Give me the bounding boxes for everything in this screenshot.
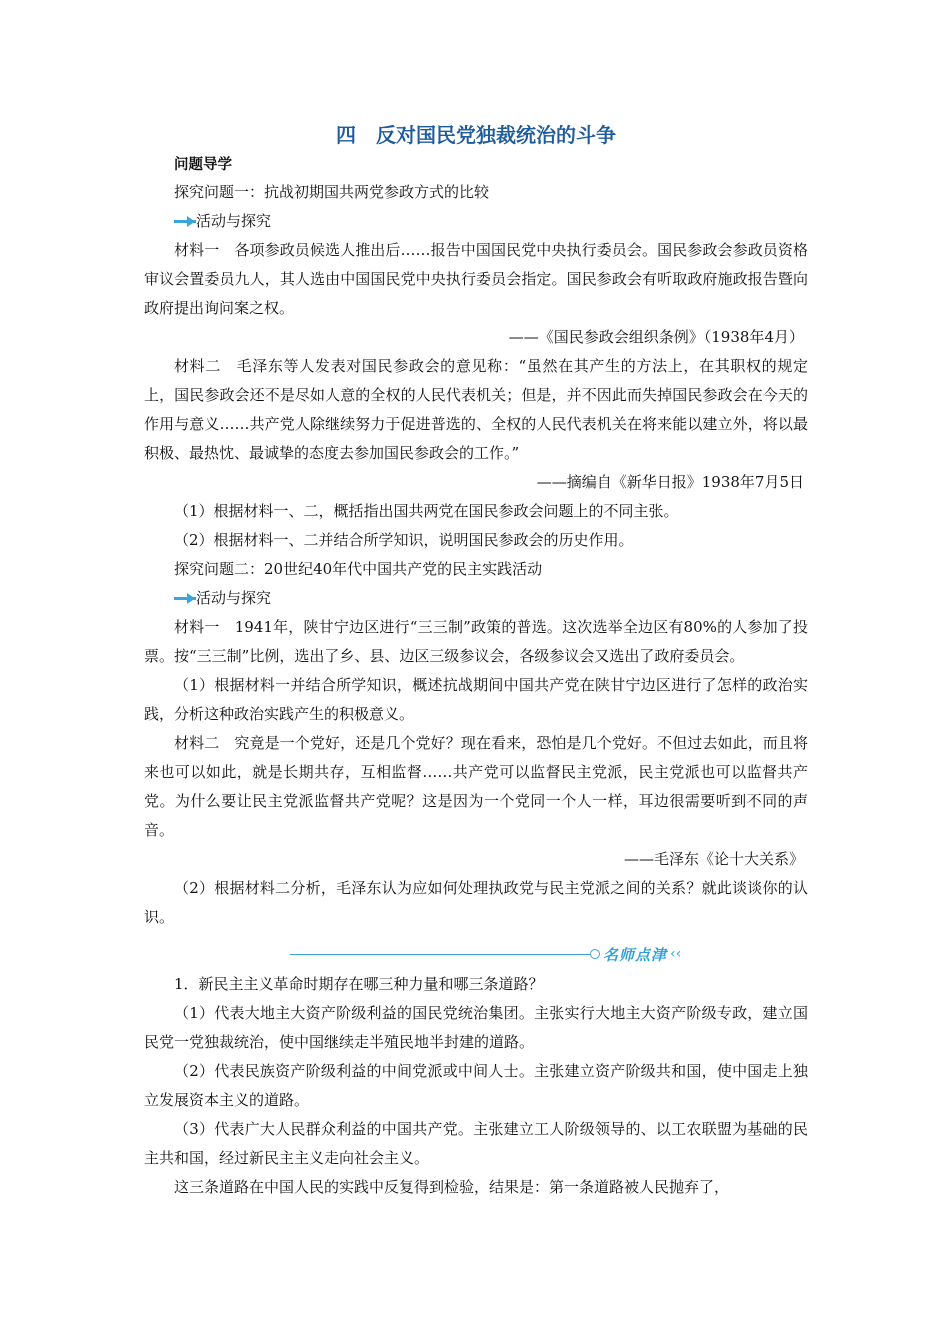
q2-material-2: 材料二 究竟是一个党好，还是几个党好？现在看来，恐怕是几个党好。不但过去如此，而且将来也可以如此，就是长期共存，互相监督……共产党可以监督民主党派，民主党派也可以监督共产党。为什么要让民主党派监督共产党呢？这是因为一个党同一个人一样，耳边很需要听到不同的声音。 bbox=[144, 734, 808, 839]
q1-question-1: （1）根据材料一、二，概括指出国共两党在国民参政会问题上的不同主张。 bbox=[174, 502, 679, 520]
document-page bbox=[144, 118, 808, 1202]
q1-activity-label bbox=[144, 207, 808, 236]
note-point-1: 1．新民主主义革命时期存在哪三种力量和哪三条道路？ bbox=[174, 975, 544, 993]
page-title: 四 反对国民党独裁统治的斗争 bbox=[336, 123, 616, 147]
q2-question-1: （1）根据材料一并结合所学知识，概述抗战期间中国共产党在陕甘宁边区进行了怎样的政治实践，分析这种政治实践产生的积极意义。 bbox=[144, 676, 808, 723]
q1-question-2: （2）根据材料一、二并结合所学知识，说明国民参政会的历史作用。 bbox=[174, 531, 634, 549]
q1-material-1: 材料一 各项参政员候选人推出后……报告中国国民党中央执行委员会。国民参政会参政员资格审议会置委员九人，其人选由中国国民党中央执行委员会指定。国民参政会有听取政府施政报告暨向政府提出询问案之权。 bbox=[144, 241, 808, 317]
note-item-1: （1）代表大地主大资产阶级利益的国民党统治集团。主张实行大地主大资产阶级专政，建立国民党一党独裁统治，使中国继续走半殖民地半封建的道路。 bbox=[144, 1004, 808, 1051]
q1-material-1-source: ——《国民参政会组织条例》（1938年4月） bbox=[508, 328, 804, 346]
q1-material-2: 材料二 毛泽东等人发表对国民参政会的意见称：“虽然在其产生的方法上，在其职权的规定上，国民参政会还不是尽如人意的全权的人民代表机关；但是，并不因此而失掉国民参政会在今天的作用与意义……共产党人除继续努力于促进普选的、全权的人民代表机关在将来能以建立外，将以最积极、最热忱、最诚挚的态度去参加国民参政会的工作。” bbox=[144, 357, 808, 462]
q1-heading: 探究问题一：抗战初期国共两党参政方式的比较 bbox=[174, 183, 490, 201]
arrow-right-icon bbox=[174, 215, 196, 229]
q2-heading: 探究问题二：20世纪40年代中国共产党的民主实践活动 bbox=[174, 560, 543, 578]
q2-activity-label bbox=[144, 584, 808, 613]
note-item-3: （3）代表广大人民群众利益的中国共产党。主张建立工人阶级领导的、以工农联盟为基础的民主共和国，经过新民主主义走向社会主义。 bbox=[144, 1120, 808, 1167]
ring-icon bbox=[590, 949, 600, 959]
note-item-2: （2）代表民族资产阶级利益的中间党派或中间人士。主张建立资产阶级共和国，使中国走上独立发展资本主义的道路。 bbox=[144, 1062, 808, 1109]
divider-line bbox=[290, 954, 590, 955]
section-heading: 问题导学 bbox=[174, 157, 232, 173]
double-chevron-left-icon: ‹‹ bbox=[670, 946, 682, 962]
q1-material-2-source: ——摘编自《新华日报》1938年7月5日 bbox=[536, 473, 804, 491]
note-conclusion: 这三条道路在中国人民的实践中反复得到检验，结果是：第一条道路被人民抛弃了， bbox=[174, 1178, 730, 1196]
activity-text: 活动与探究 bbox=[196, 589, 272, 607]
teacher-tips-badge bbox=[590, 943, 681, 965]
section-divider bbox=[144, 936, 808, 970]
teacher-tips-label: 名师点津 bbox=[603, 945, 668, 964]
q2-material-2-source: ——毛泽东《论十大关系》 bbox=[623, 850, 804, 868]
activity-text: 活动与探究 bbox=[196, 212, 272, 230]
arrow-right-icon bbox=[174, 592, 196, 606]
q2-question-2: （2）根据材料二分析，毛泽东认为应如何处理执政党与民主党派之间的关系？就此谈谈你的认识。 bbox=[144, 879, 808, 926]
q2-material-1: 材料一 1941年，陕甘宁边区进行“三三制”政策的普选。这次选举全边区有80%的人参加了投票。按“三三制”比例，选出了乡、县、边区三级参议会，各级参议会又选出了政府委员会。 bbox=[144, 618, 808, 665]
